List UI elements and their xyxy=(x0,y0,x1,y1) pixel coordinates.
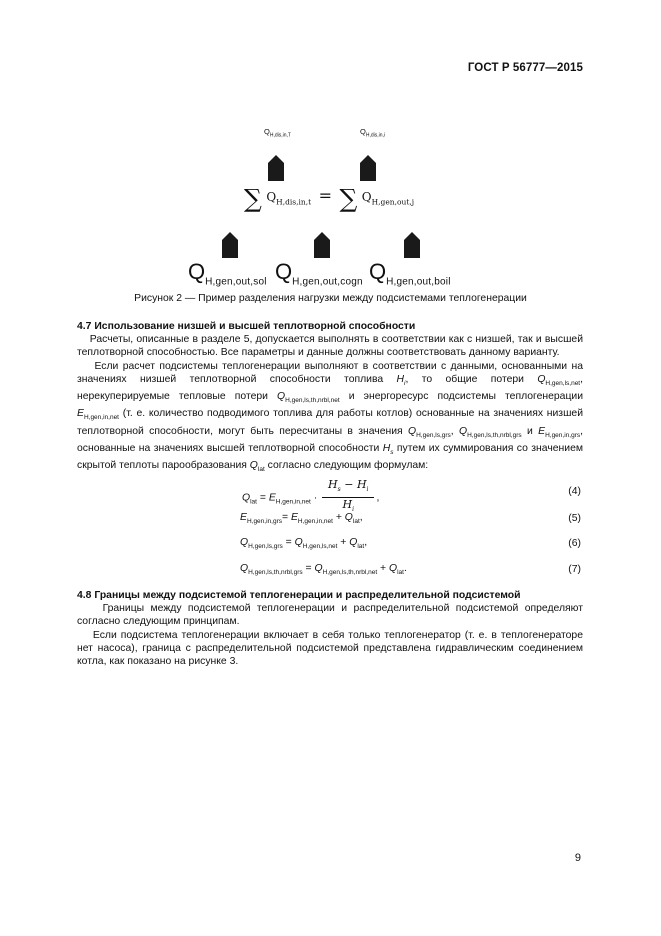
arrow-up-icon xyxy=(360,155,376,181)
arrow-up-icon xyxy=(404,232,420,258)
balance-equation: ∑ $^{Q_{H,dis,in,t}}$ = ∑ $^{Q_{H,gen,out,j}}$ xyxy=(244,184,415,213)
formula-number: (4) xyxy=(568,486,581,497)
formula-number: (6) xyxy=(568,538,581,549)
paragraph: Если расчет подсистемы теплогенерации выполняют в соответствии с данными, основанными на значениях низшей теплотворной способности топлива $H_i$, то общие потери $Q_{H,gen,ls,net}$, нерекуперируемые тепловые потери $Q_{H,gen,ls,th,nrbl,net}$ и энергоресурс подсистемы теплогенерации $E_{H,gen,in,net}$ (т. е. количество подводимого топлива для работы котлов) основанные на значениях низшей теплотворной способности, могут быть пересчитаны в значения $Q_{H,gen,ls,grs}$, $Q_{H,gen,ls,th,nrbl,grs}$ и $E_{H,gen,in,grs}$, основанные на значениях высшей теплотворной способности $H_s$ путем их суммирования со значением скрытой теплоты парообразования $Q_{lat}$ согласно следующим формулам: xyxy=(77,360,583,474)
formula-5: $E_{H,gen,in,grs}= E_{H,gen,in,net} + Q_{lat}$, xyxy=(240,512,363,526)
formula-7: $Q_{H,gen,ls,th,nrbl,grs} = Q_{H,gen,ls,th,nrbl,net} + Q_{lat}$. xyxy=(240,563,407,577)
figure-bottom-label-cogn: $Q_{H,gen,out,cogn}$ xyxy=(275,259,363,288)
formula-number: (7) xyxy=(568,564,581,575)
arrow-up-icon xyxy=(268,155,284,181)
formula-6: $Q_{H,gen,ls,grs} = Q_{H,gen,ls,net} + Q_{lat}$, xyxy=(240,537,368,551)
document-id-header: ГОСТ Р 56777—2015 xyxy=(467,62,583,74)
paragraph: Границы между подсистемой теплогенерации и распределительной подсистемой определяют согласно следующим принципам. xyxy=(77,603,583,628)
page-number: 9 xyxy=(574,852,581,864)
section-heading: 4.8 Границы между подсистемой теплогенерации и распределительной подсистемой xyxy=(77,590,521,601)
formula-number: (5) xyxy=(568,513,581,524)
figure-top-label-1: $Q_{H,dis,in,T}$ xyxy=(264,127,291,139)
figure-bottom-label-sol: $Q_{H,gen,out,sol}$ xyxy=(188,259,267,288)
paragraph: Расчеты, описанные в разделе 5, допускается выполнять в соответствии как с низшей, так и высшей теплотворной способностью. Все параметры и данные должны соответствовать данному варианту. xyxy=(77,334,583,359)
arrow-up-icon xyxy=(314,232,330,258)
section-heading: 4.7 Использование низшей и высшей теплотворной способности xyxy=(77,321,416,332)
section-4-7 xyxy=(77,320,583,477)
figure-top-label-2: $Q_{H,dis,in,i}$ xyxy=(360,127,386,139)
fraction: $\frac{H_s - H_i}{H_i}$ xyxy=(322,478,374,517)
figure-bottom-label-boil: $Q_{H,gen,out,boil}$ xyxy=(369,259,451,288)
sum-symbol: ∑ xyxy=(244,184,262,213)
section-4-8 xyxy=(77,589,583,668)
figure-caption: Рисунок 2 — Пример разделения нагрузки между подсистемами теплогенерации xyxy=(134,293,527,304)
paragraph: Если подсистема теплогенерации включает в себя только теплогенератор (т. е. в теплогенераторе нет насоса), граница с распределительной подсистемой представлена гидравлическим соединением котла, как показано на рисунке 3. xyxy=(77,629,583,668)
sum-symbol: ∑ xyxy=(339,184,358,213)
formula-4: $Q_{lat} = E_{H,gen,in,net}$ · $\frac{H_s - H_i}{H_i}$ , xyxy=(242,478,379,517)
arrow-up-icon xyxy=(222,232,238,258)
figure-2 xyxy=(0,0,661,300)
